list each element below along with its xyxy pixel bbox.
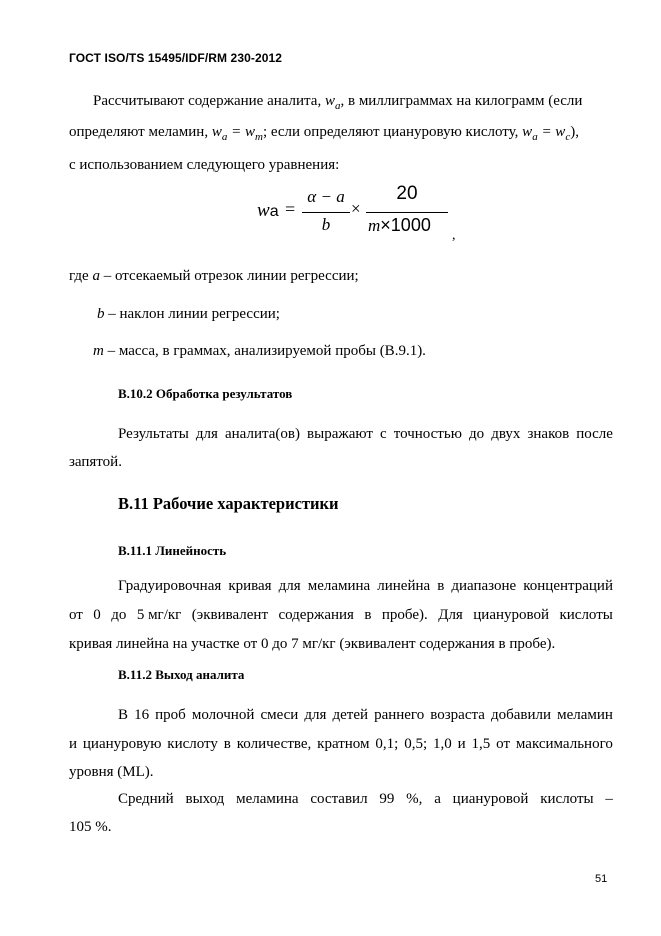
word: для [195, 426, 218, 442]
word: максимального [515, 736, 613, 752]
where-a [69, 268, 359, 285]
intro-text: ), [570, 124, 579, 140]
word: меламина [236, 791, 299, 807]
eq-fraction-bar-2 [366, 212, 448, 213]
b11-2-line-4 [118, 791, 613, 808]
b11-2-line-5: 105 %. [69, 819, 112, 835]
var-w: = w [227, 124, 255, 140]
word: выражают [307, 426, 373, 442]
eq-trailing-comma: , [452, 228, 456, 243]
intro-line-3: с использованием следующего уравнения: [69, 157, 340, 173]
word: циануровой [452, 791, 529, 807]
intro-text: определяют меламин, [69, 124, 209, 140]
eq-num2: 20 [396, 183, 418, 204]
word: Результаты [118, 426, 189, 442]
word: 0 [93, 607, 101, 623]
word: добавили [490, 707, 552, 723]
word: двух [491, 426, 521, 442]
var-w: w [522, 124, 533, 140]
word: 1,0 [433, 736, 452, 752]
word: %, [406, 791, 423, 807]
where-m-text: – масса, в граммах, анализируемой пробы (В.9.1). [107, 343, 426, 359]
eq-equals: = [285, 199, 296, 219]
var-sub: a [334, 100, 341, 112]
word: кислоты [540, 791, 594, 807]
word: после [576, 426, 613, 442]
eq-num1: α − a [307, 187, 345, 206]
b11-1-line-2 [69, 607, 613, 624]
intro-text: , в миллиграммах на килограмм (если [340, 93, 583, 109]
b11-2-line-3: уровня (ML). [69, 764, 154, 780]
word: – [605, 791, 613, 807]
heading-b10-2: В.10.2 Обработка результатов [118, 386, 293, 401]
word: составил [310, 791, 368, 807]
var-w: w [211, 124, 222, 140]
eq-den2-rest: ×1000 [380, 215, 431, 235]
word: молочной [191, 707, 255, 723]
word: кислоту [167, 736, 218, 752]
word: (эквивалент [191, 607, 268, 623]
word: пробе). [381, 607, 428, 623]
intro-text: ; если определяют циануровую кислоту, [262, 124, 519, 140]
eq-lhs-sub: a [269, 203, 279, 220]
eq-lhs-var: w [257, 200, 270, 221]
word: кривая [228, 578, 272, 594]
eq-den2-var: m [368, 216, 381, 235]
word: точностью [393, 426, 462, 442]
heading-b11: В.11 Рабочие характеристики [118, 494, 339, 513]
word: кратном [317, 736, 370, 752]
b10-2-para-line-1 [118, 426, 613, 443]
word: в [364, 607, 372, 623]
where-label: где [69, 268, 89, 284]
word: раннего [374, 707, 425, 723]
b11-1-line-1 [118, 578, 613, 595]
where-b-var: b [97, 306, 105, 322]
word: В [118, 707, 129, 723]
page-number: 51 [595, 873, 608, 885]
word: линейна [377, 578, 431, 594]
eq-fraction-bar-1 [302, 212, 350, 213]
word: аналита(ов) [225, 426, 300, 442]
word: диапазоне [451, 578, 517, 594]
word: смеси [260, 707, 299, 723]
word: проб [155, 707, 186, 723]
word: циануровой [473, 607, 550, 623]
word: количестве, [236, 736, 312, 752]
word: Градуировочная [118, 578, 222, 594]
equation-lhs [257, 200, 279, 222]
var-w: w [324, 93, 335, 109]
var-sub: c [565, 131, 571, 143]
document-code-header: ГОСТ ISO/TS 15495/IDF/RM 230-2012 [69, 51, 283, 65]
word: выход [185, 791, 225, 807]
word: для [278, 578, 301, 594]
word: для [304, 707, 327, 723]
eq-times: × [351, 199, 361, 218]
intro-line-2 [69, 124, 579, 141]
word: 16 [134, 707, 150, 723]
word: концентраций [523, 578, 613, 594]
where-m-var: m [93, 343, 104, 359]
intro-text: Рассчитывают содержание аналита, [93, 93, 322, 109]
word: 1,5 [471, 736, 491, 752]
heading-b11-1: В.11.1 Линейность [118, 543, 227, 558]
b11-2-line-1 [118, 707, 613, 724]
where-a-var: a [92, 268, 100, 284]
var-sub: a [221, 131, 228, 143]
word: 0,1; [375, 736, 399, 752]
where-b [97, 306, 280, 323]
word: кислоты [559, 607, 613, 623]
word: меламин [557, 707, 613, 723]
intro-line-1 [93, 93, 582, 110]
b11-2-line-2 [69, 736, 613, 753]
word: содержания [278, 607, 354, 623]
word: от [69, 607, 83, 623]
var-sub: m [254, 131, 263, 143]
word: 0,5; [404, 736, 428, 752]
word: циануровую [82, 736, 162, 752]
b11-1-line-3: кривая линейна на участке от 0 до 7 мг/кг (эквивалент содержания в пробе). [69, 636, 556, 652]
word: в [437, 578, 445, 594]
var-w: = w [537, 124, 566, 140]
word: 5 мг/кг [136, 607, 182, 623]
word: до [468, 426, 485, 442]
word: 99 [379, 791, 395, 807]
word: а [434, 791, 441, 807]
word: от [496, 736, 511, 752]
where-b-text: – наклон линии регрессии; [108, 306, 280, 322]
var-sub: a [532, 131, 538, 143]
eq-den1: b [321, 215, 331, 234]
word: возраста [430, 707, 485, 723]
where-m [93, 343, 426, 360]
word: знаков [527, 426, 570, 442]
b10-2-para-line-2: запятой. [69, 454, 122, 470]
word: детей [332, 707, 368, 723]
word: с [380, 426, 387, 442]
word: и [457, 736, 466, 752]
where-a-text: – отсекаемый отрезок линии регрессии; [103, 268, 359, 284]
word: меламина [307, 578, 371, 594]
word: и [69, 736, 78, 752]
heading-b11-2: В.11.2 Выход аналита [118, 667, 245, 682]
word: Для [438, 607, 463, 623]
eq-den2 [368, 215, 431, 236]
word: до [111, 607, 127, 623]
word: Средний [118, 791, 174, 807]
word: в [223, 736, 231, 752]
